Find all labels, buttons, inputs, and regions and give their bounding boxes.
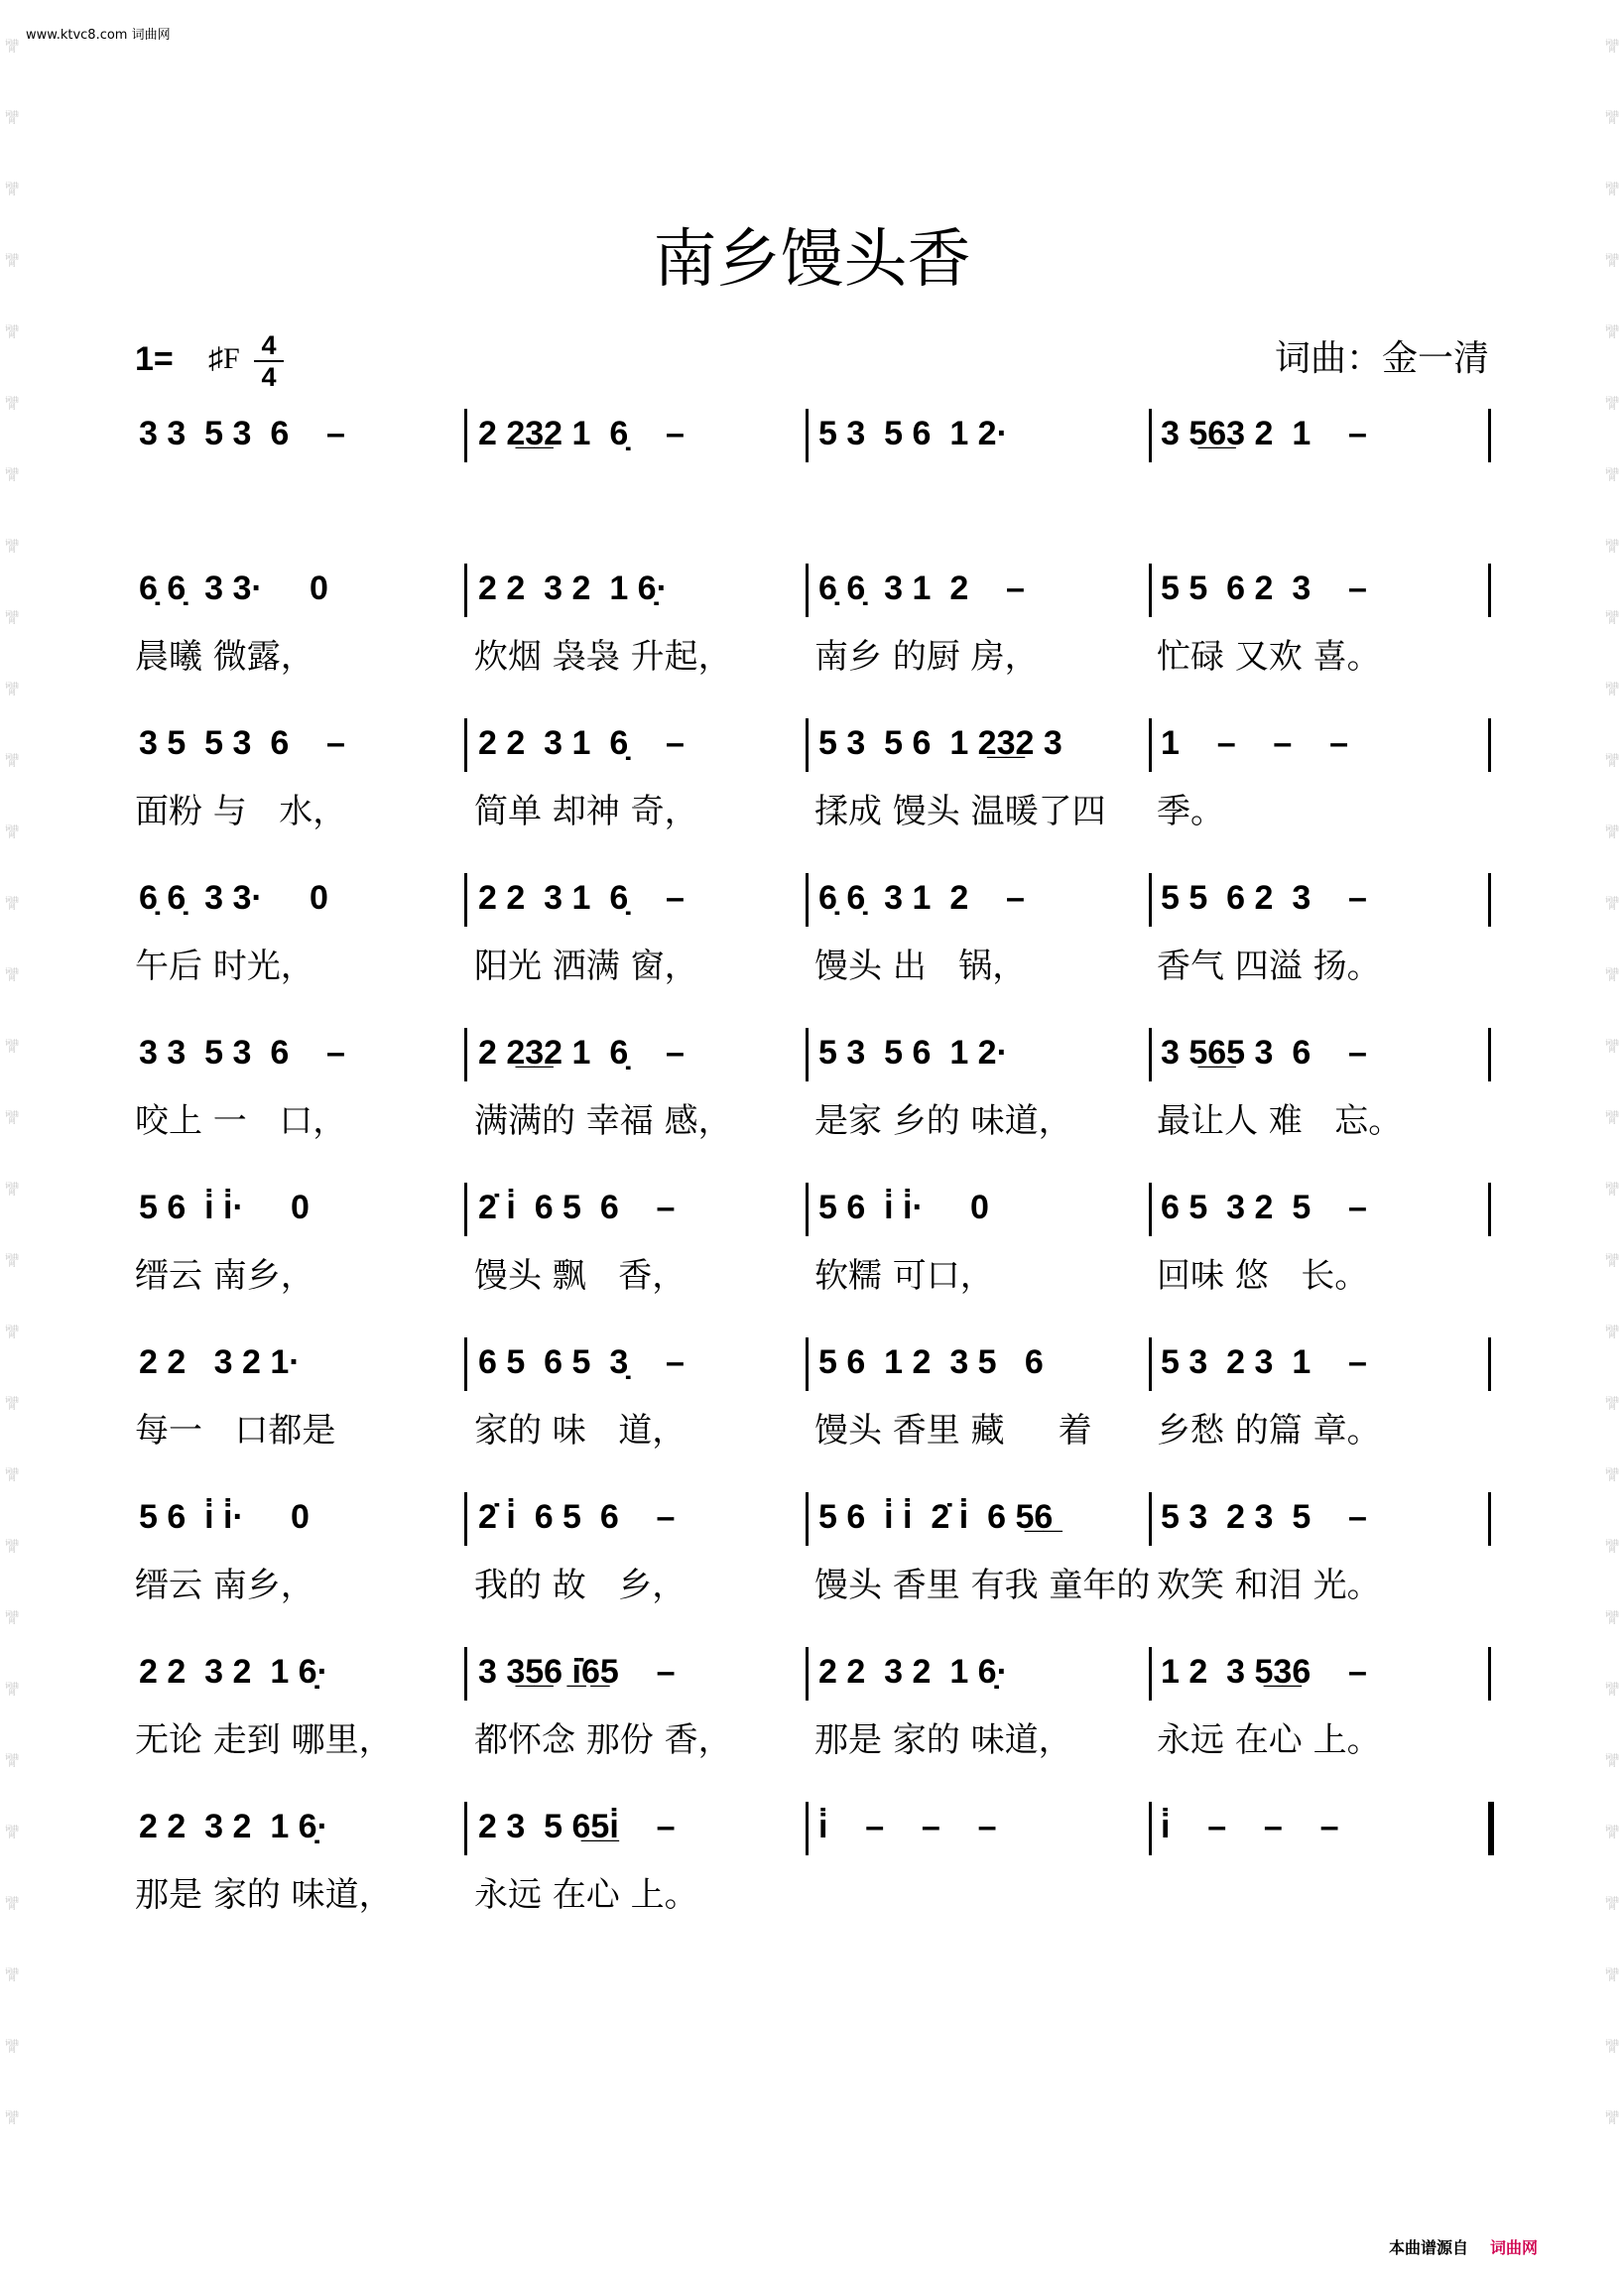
barline [806,1337,809,1391]
measure-notes: 1 – – – [1161,724,1348,762]
barline [806,718,809,772]
measure-notes: 5 6 i̇ i̇· 0 [139,1498,310,1536]
measure-notes: 6 5 3 2 5 – [1161,1189,1367,1226]
barline [464,409,467,462]
measure-notes: 5 6 i̇ i̇ 2̇ i̇ 6 5̲6̲ [818,1498,1054,1536]
watermark-text: 词曲网 [1605,1539,1619,1554]
measure-notes: 6̣ 6̣ 3 3· 0 [139,569,328,607]
watermark-text: 词曲网 [5,610,19,625]
measure-notes: 2 3 5 6̲5̲i̇ – [478,1808,676,1845]
watermark-text: 词曲网 [5,1325,19,1339]
song-title: 南乡馒头香 [653,223,971,297]
watermark-text: 词曲网 [1605,1182,1619,1197]
barline [1488,1802,1494,1855]
watermark-text: 词曲网 [5,324,19,339]
watermark-text: 词曲网 [5,467,19,482]
barline [464,1337,467,1391]
barline [464,718,467,772]
barline [1149,1802,1152,1855]
lyric-text: 软糯 可口， [814,1256,994,1296]
watermark-text: 词曲网 [1605,967,1619,982]
lyric-text: 无论 走到 哪里， [135,1720,393,1760]
barline [806,1028,809,1081]
measure-notes: 3 3 5 3 6 – [139,1034,345,1072]
watermark-text: 词曲网 [1605,1467,1619,1482]
watermark-text: 词曲网 [5,1682,19,1697]
lyric-text: 永远 在心 上。 [1157,1720,1381,1760]
measure-notes: 2 2̲3̲2 1 6̣ – [478,1034,685,1072]
lyric-text: 是家 乡的 味道， [814,1101,1072,1141]
lyric-text: 馒头 出 锅， [814,947,1027,986]
watermark-text: 词曲网 [1605,824,1619,839]
measure-notes: 2̇ i̇ 6 5 6 – [478,1189,676,1226]
barline [464,1028,467,1081]
barline [464,564,467,617]
watermark-text: 词曲网 [1605,1825,1619,1839]
watermark-text: 词曲网 [5,1182,19,1197]
measure-notes: 5 3 2 3 1 – [1161,1343,1367,1381]
measure-notes: 5 3 2 3 5 – [1161,1498,1367,1536]
lyric-text: 馒头 香里 有我 童年的 [814,1566,1151,1605]
key-pitch: ♯F [208,342,240,375]
watermark-text: 词曲网 [1605,610,1619,625]
lyric-text: 那是 家的 味道， [135,1875,393,1915]
watermark-text: 词曲网 [5,1610,19,1625]
key-label: 1= [135,340,174,378]
score-line [0,409,1624,538]
key-signature [135,330,333,390]
measure-notes: 6̣ 6̣ 3 1 2 – [818,569,1025,607]
measure-notes: 2̇ i̇ 6 5 6 – [478,1498,676,1536]
barline [1488,409,1491,462]
watermark-text: 词曲网 [1605,682,1619,696]
lyric-text: 揉成 馒头 温暖了四 [814,792,1106,831]
watermark-text: 词曲网 [1605,253,1619,268]
watermark-text: 词曲网 [1605,110,1619,125]
lyric-text: 永远 在心 上。 [474,1875,698,1915]
watermark-text: 词曲网 [1605,1253,1619,1268]
barline [1488,718,1491,772]
measure-notes: 6̣ 6̣ 3 1 2 – [818,879,1025,917]
watermark-text: 词曲网 [5,824,19,839]
score-line [0,1647,1624,1776]
measure-notes: i̇ – – – [1161,1808,1339,1845]
watermark-text: 词曲网 [5,1253,19,1268]
watermark-text: 词曲网 [1605,396,1619,411]
measure-notes: 2 2 3 2 1 6̣· [818,1653,1008,1691]
lyric-text: 馒头 香里 藏 着 [814,1411,1092,1451]
watermark-text: 词曲网 [1605,2110,1619,2125]
measure-notes: 5 6 1 2 3 5 6 [818,1343,1044,1381]
lyric-text: 最让人 难 忘。 [1157,1101,1403,1141]
watermark-text: 词曲网 [5,682,19,696]
measure-notes: 2 2 3 1 6̣ – [478,879,685,917]
watermark-text: 词曲网 [1605,2039,1619,2054]
barline [806,1802,809,1855]
barline [1149,1183,1152,1236]
watermark-text: 词曲网 [1605,1039,1619,1054]
score-line [0,1492,1624,1621]
barline [464,1492,467,1546]
lyric-text: 面粉 与 水， [135,792,347,831]
barline [806,873,809,927]
watermark-text: 词曲网 [1605,1396,1619,1411]
watermark-text: 词曲网 [1605,39,1619,54]
barline [1488,564,1491,617]
watermark-text: 词曲网 [1605,539,1619,554]
lyric-text: 都怀念 那份 香， [474,1720,732,1760]
lyric-text: 欢笑 和泪 光。 [1157,1566,1381,1605]
score-line [0,1337,1624,1466]
lyric-text: 家的 味 道， [474,1411,687,1451]
barline [1149,1337,1152,1391]
score-line [0,1183,1624,1312]
watermark-text: 词曲网 [1605,324,1619,339]
source-brand[interactable]: 词曲网 [1490,2238,1539,2257]
watermark-text: 词曲网 [1605,182,1619,196]
watermark-text: 词曲网 [5,1539,19,1554]
measure-notes: 5 3 5 6 1 2· [818,415,1008,452]
lyric-text: 忙碌 又欢 喜。 [1157,637,1381,677]
score-line [0,1028,1624,1157]
watermark-text: 词曲网 [5,1967,19,1982]
lyric-text: 满满的 幸福 感， [474,1101,732,1141]
watermark-text: 词曲网 [1605,1967,1619,1982]
watermark-text: 词曲网 [1605,1110,1619,1125]
barline [1149,718,1152,772]
barline [1488,873,1491,927]
barline [1488,1492,1491,1546]
barline [464,873,467,927]
lyric-text: 阳光 洒满 窗， [474,947,698,986]
watermark-text: 词曲网 [5,2039,19,2054]
lyric-text: 那是 家的 味道， [814,1720,1072,1760]
measure-notes: 2 2 3 2 1 6̣· [139,1653,328,1691]
watermark-text: 词曲网 [5,396,19,411]
lyric-text: 炊烟 袅袅 升起， [474,637,732,677]
source-text: 本曲谱源自 [1389,2238,1469,2257]
measure-notes: 5 6 i̇ i̇· 0 [818,1189,989,1226]
measure-notes: 2 2̲3̲2 1 6̣ – [478,415,685,452]
barline [1149,564,1152,617]
watermark-text: 词曲网 [5,967,19,982]
measure-notes: 2 2 3 2 1· [139,1343,301,1381]
composer-credit: 词曲：金一清 [1274,338,1489,379]
measure-notes: 5 5 6 2 3 – [1161,879,1367,917]
watermark-text: 词曲网 [5,110,19,125]
measure-notes: 1 2 3 5̲3̲6 – [1161,1653,1367,1691]
measure-notes: 2 2 3 1 6̣ – [478,724,685,762]
source-footer[interactable] [1389,2235,1538,2258]
lyric-text: 缙云 南乡， [135,1256,314,1296]
watermark-text: 词曲网 [1605,467,1619,482]
measure-notes: 3 3 5 3 6 – [139,415,345,452]
lyric-text: 午后 时光， [135,947,314,986]
barline [1149,1492,1152,1546]
lyric-text: 馒头 飘 香， [474,1256,687,1296]
watermark-text: 词曲网 [1605,1753,1619,1768]
barline [806,564,809,617]
site-header[interactable]: www.ktvc8.com 词曲网 [26,28,171,43]
measure-notes: 3 5̲6̲3 2 1 – [1161,415,1367,452]
measure-notes: 6 5 6 5 3̣ – [478,1343,685,1381]
measure-notes: 3 5 5 3 6 – [139,724,345,762]
barline [464,1802,467,1855]
watermark-text: 词曲网 [5,39,19,54]
barline [806,409,809,462]
watermark-text: 词曲网 [5,1896,19,1911]
score-line [0,564,1624,693]
watermark-text: 词曲网 [5,753,19,768]
score-line [0,718,1624,847]
watermark-text: 词曲网 [1605,896,1619,911]
measure-notes: 2 2 3 2 1 6̣· [478,569,668,607]
barline [1488,1183,1491,1236]
watermark-text: 词曲网 [1605,1896,1619,1911]
barline [806,1183,809,1236]
barline [806,1647,809,1701]
watermark-text: 词曲网 [5,1467,19,1482]
watermark-text: 词曲网 [5,539,19,554]
measure-notes: 2 2 3 2 1 6̣· [139,1808,328,1845]
score-line [0,1802,1624,1931]
measure-notes: 5 6 i̇ i̇· 0 [139,1189,310,1226]
time-top: 4 [254,330,284,362]
watermark-text: 词曲网 [5,253,19,268]
lyric-text: 回味 悠 长。 [1157,1256,1369,1296]
barline [806,1492,809,1546]
watermark-text: 词曲网 [5,2110,19,2125]
measure-notes: 3 3̲5̲6 i̲̇6̲5 – [478,1653,676,1691]
watermark-text: 词曲网 [1605,1610,1619,1625]
watermark-text: 词曲网 [1605,1682,1619,1697]
watermark-text: 词曲网 [1605,1325,1619,1339]
lyric-text: 季。 [1157,792,1224,831]
barline [1149,1028,1152,1081]
lyric-text: 香气 四溢 扬。 [1157,947,1381,986]
barline [464,1183,467,1236]
barline [1488,1337,1491,1391]
lyric-text: 简单 却神 奇， [474,792,698,831]
measure-notes: i̇ – – – [818,1808,997,1845]
measure-notes: 6̣ 6̣ 3 3· 0 [139,879,328,917]
barline [1488,1647,1491,1701]
measure-notes: 5 5 6 2 3 – [1161,569,1367,607]
watermark-text: 词曲网 [5,1825,19,1839]
barline [464,1647,467,1701]
watermark-text: 词曲网 [5,896,19,911]
barline [1149,873,1152,927]
barline [1488,1028,1491,1081]
lyric-text: 我的 故 乡， [474,1566,687,1605]
lyric-text: 咬上 一 口， [135,1101,347,1141]
watermark-text: 词曲网 [5,1110,19,1125]
time-signature [254,330,284,392]
lyric-text: 晨曦 微露， [135,637,314,677]
measure-notes: 5 3 5 6 1 2̲3̲2 3 [818,724,1062,762]
watermark-text: 词曲网 [5,1396,19,1411]
watermark-text: 词曲网 [1605,753,1619,768]
barline [1149,1647,1152,1701]
watermark-text: 词曲网 [5,1753,19,1768]
measure-notes: 5 3 5 6 1 2· [818,1034,1008,1072]
score-line [0,873,1624,1002]
lyric-text: 乡愁 的篇 章。 [1157,1411,1381,1451]
watermark-text: 词曲网 [5,1039,19,1054]
measure-notes: 3 5̲6̲5 3 6 – [1161,1034,1367,1072]
lyric-text: 每一 口都是 [135,1411,336,1451]
lyric-text: 南乡 的厨 房， [814,637,1039,677]
barline [1149,409,1152,462]
lyric-text: 缙云 南乡， [135,1566,314,1605]
time-bottom: 4 [261,362,277,392]
watermark-text: 词曲网 [5,182,19,196]
